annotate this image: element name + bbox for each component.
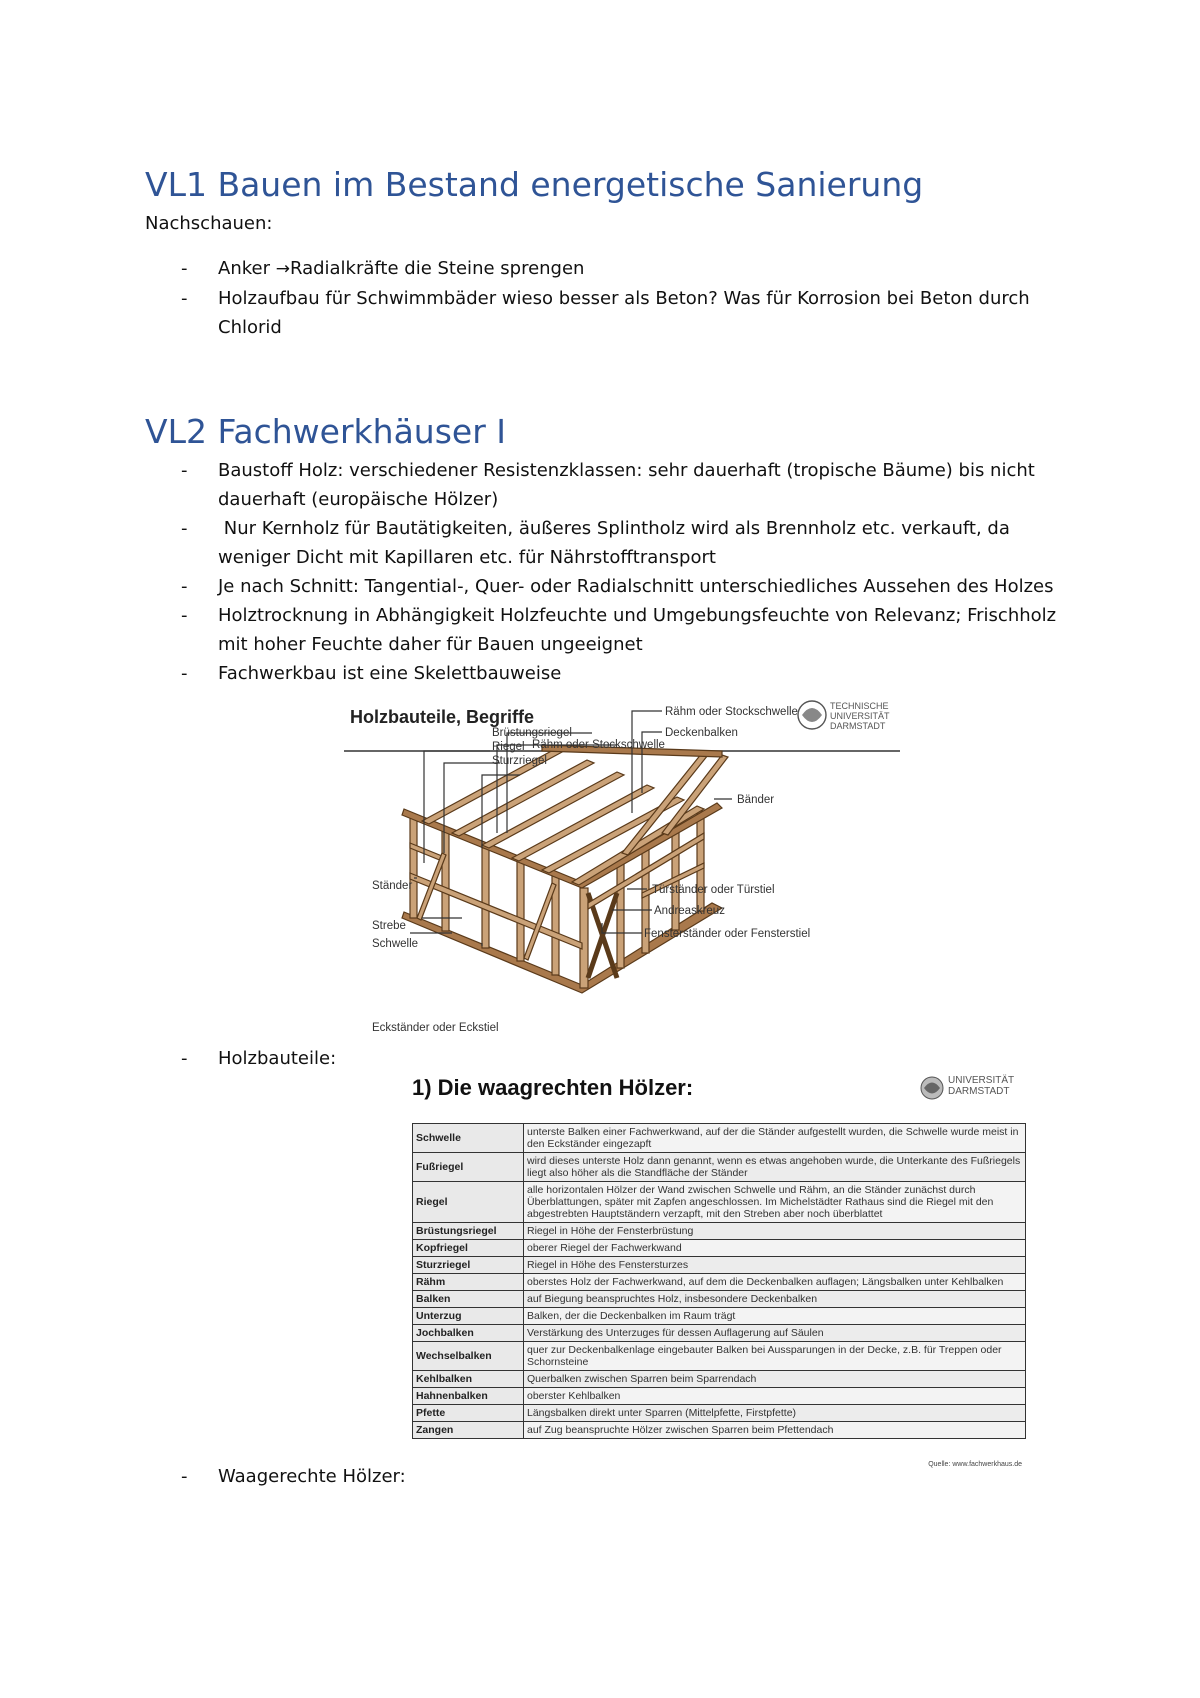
terms-table-wrapper [412, 1123, 1026, 1439]
label-eckstaender: Eckständer oder Eckstiel [372, 1022, 499, 1034]
svg-text:DARMSTADT: DARMSTADT [830, 721, 886, 731]
term-cell: Kopfriegel [413, 1240, 524, 1257]
figure-title: 1) Die waagrechten Hölzer: [412, 1075, 694, 1100]
vl2-heading: VL2 Fachwerkhäuser I [145, 412, 506, 451]
list-item: - Baustoff Holz: verschiedener Resistenzklassen: sehr dauerhaft (tropische Bäume) bis nicht dauerhaft (europäische Hölzer) [181, 460, 1035, 510]
university-logo-icon: UNIVERSITÄT DARMSTADT [920, 1073, 1028, 1103]
university-logo-icon [798, 701, 890, 731]
vl1-heading: VL1 Bauen im Bestand energetische Sanierung [145, 165, 924, 204]
list-item: - Holztrocknung in Abhängigkeit Holzfeuchte und Umgebungsfeuchte von Relevanz; Frischholz mit hoher Feuchte daher für Bauen ungeeignet [181, 605, 1057, 655]
definition-cell: alle horizontalen Hölzer der Wand zwischen Schwelle und Rähm, an die Ständer zunächst durch Überblattungen, später mit Zapfen angeschlossen. Im Michelstädter Rathaus sind die Riegel mit den abgestrebten Hauptständern verzapft, mit den Streben aber noch überblattet [524, 1182, 1026, 1223]
label-riegel: Riegel [492, 741, 525, 753]
term-cell: Kehlbalken [413, 1371, 524, 1388]
list-item: - Holzaufbau für Schwimmbäder wieso besser als Beton? Was für Korrosion bei Beton durch Chlorid [181, 288, 1030, 338]
list-item: - Nur Kernholz für Bautätigkeiten, äußeres Splintholz wird als Brennholz etc. verkauft, da weniger Dicht mit Kapillaren etc. für Nährstofftransport [181, 518, 1016, 568]
table-row [413, 1371, 1026, 1388]
label-staender: Ständer [372, 880, 413, 892]
label-schwelle: Schwelle [372, 938, 419, 950]
list-item: - Anker →Radialkräfte die Steine sprengen [181, 258, 585, 279]
label-rahm-top: Rähm oder Stockschwelle [665, 706, 798, 718]
definition-cell: quer zur Deckenbalkenlage eingebauter Balken bei Aussparungen in der Decke, z.B. für Treppen oder Schornsteine [524, 1342, 1026, 1371]
term-cell: Sturzriegel [413, 1257, 524, 1274]
term-cell: Brüstungsriegel [413, 1223, 524, 1240]
definition-cell: Balken, der die Deckenbalken im Raum trägt [524, 1308, 1026, 1325]
label-strebe: Strebe [372, 920, 406, 932]
svg-text:UNIVERSITÄT: UNIVERSITÄT [830, 711, 890, 721]
term-cell: Schwelle [413, 1124, 524, 1153]
vl2-bullet-list [145, 456, 1075, 688]
definition-cell: Querbalken zwischen Sparren beim Sparrendach [524, 1371, 1026, 1388]
framework-house-diagram [342, 693, 904, 1035]
table-row [413, 1308, 1026, 1325]
table-row [413, 1124, 1026, 1153]
table-row [413, 1182, 1026, 1223]
definition-cell: auf Zug beanspruchte Hölzer zwischen Sparren beim Pfettendach [524, 1422, 1026, 1439]
label-rahm-mid: Rähm oder Stockschwelle [532, 739, 665, 751]
table-row [413, 1388, 1026, 1405]
definition-cell: Riegel in Höhe des Fenstersturzes [524, 1257, 1026, 1274]
definition-cell: Verstärkung des Unterzuges für dessen Auflagerung auf Säulen [524, 1325, 1026, 1342]
table-row [413, 1240, 1026, 1257]
definition-cell: oberster Kehlbalken [524, 1388, 1026, 1405]
table-row [413, 1422, 1026, 1439]
label-sturzriegel: Sturzriegel [492, 755, 547, 767]
figure-waagrechte-hoelzer [410, 1065, 1030, 1475]
vl1-bullet-list [145, 254, 1075, 342]
label-andreaskreuz: Andreaskreuz [654, 905, 725, 917]
term-cell: Wechselbalken [413, 1342, 524, 1371]
term-cell: Unterzug [413, 1308, 524, 1325]
definition-cell: Längsbalken direkt unter Sparren (Mittelpfette, Firstpfette) [524, 1405, 1026, 1422]
list-item: - Je nach Schnitt: Tangential-, Quer- oder Radialschnitt unterschiedliches Aussehen des Holzes [181, 576, 1054, 597]
table-row [413, 1342, 1026, 1371]
definition-cell: oberer Riegel der Fachwerkwand [524, 1240, 1026, 1257]
table-row [413, 1291, 1026, 1308]
definition-cell: Riegel in Höhe der Fensterbrüstung [524, 1223, 1026, 1240]
table-row [413, 1223, 1026, 1240]
term-cell: Riegel [413, 1182, 524, 1223]
table-row [413, 1153, 1026, 1182]
definition-cell: wird dieses unterste Holz dann genannt, wenn es etwas angehoben wurde, die Unterkante des Fußriegels liegt also höher als die Standfläche der Ständer [524, 1153, 1026, 1182]
waagerechte-bullet [145, 1462, 1075, 1491]
table-row [413, 1257, 1026, 1274]
term-cell: Balken [413, 1291, 524, 1308]
label-fensterstaender: Fensterständer oder Fensterstiel [644, 928, 811, 940]
source-note: Quelle: www.fachwerkhaus.de [928, 1461, 1022, 1468]
timber-frame-drawing [402, 745, 728, 993]
label-bruestungsriegel: Brüstungsriegel [492, 727, 572, 739]
term-cell: Hahnenbalken [413, 1388, 524, 1405]
list-item: - Holzbauteile: [181, 1048, 337, 1069]
table-row [413, 1274, 1026, 1291]
figure-title: Holzbauteile, Begriffe [350, 707, 535, 727]
term-cell: Pfette [413, 1405, 524, 1422]
label-deckenbalken: Deckenbalken [665, 727, 738, 739]
label-tuerstaender: Türständer oder Türstiel [652, 884, 775, 896]
table-row [413, 1325, 1026, 1342]
definition-cell: auf Biegung beanspruchtes Holz, insbesondere Deckenbalken [524, 1291, 1026, 1308]
term-cell: Jochbalken [413, 1325, 524, 1342]
vl1-intro: Nachschauen: [145, 213, 273, 234]
arrow-right-icon: → [275, 259, 290, 279]
figure-holzbauteile-begriffe [342, 693, 904, 1035]
list-item: - Fachwerkbau ist eine Skelettbauweise [181, 663, 562, 684]
term-cell: Fußriegel [413, 1153, 524, 1182]
term-cell: Zangen [413, 1422, 524, 1439]
definition-cell: unterste Balken einer Fachwerkwand, auf der die Ständer aufgestellt wurden, die Schwelle wurde meist in den Eckständer eingezapft [524, 1124, 1026, 1153]
definition-cell: oberstes Holz der Fachwerkwand, auf dem die Deckenbalken auflagen; Längsbalken unter Kehlbalken [524, 1274, 1026, 1291]
list-item: - Waagerechte Hölzer: [181, 1466, 406, 1487]
label-baender: Bänder [737, 794, 775, 806]
term-cell: Rähm [413, 1274, 524, 1291]
terms-table [412, 1123, 1026, 1439]
svg-text:TECHNISCHE: TECHNISCHE [830, 701, 889, 711]
table-row [413, 1405, 1026, 1422]
